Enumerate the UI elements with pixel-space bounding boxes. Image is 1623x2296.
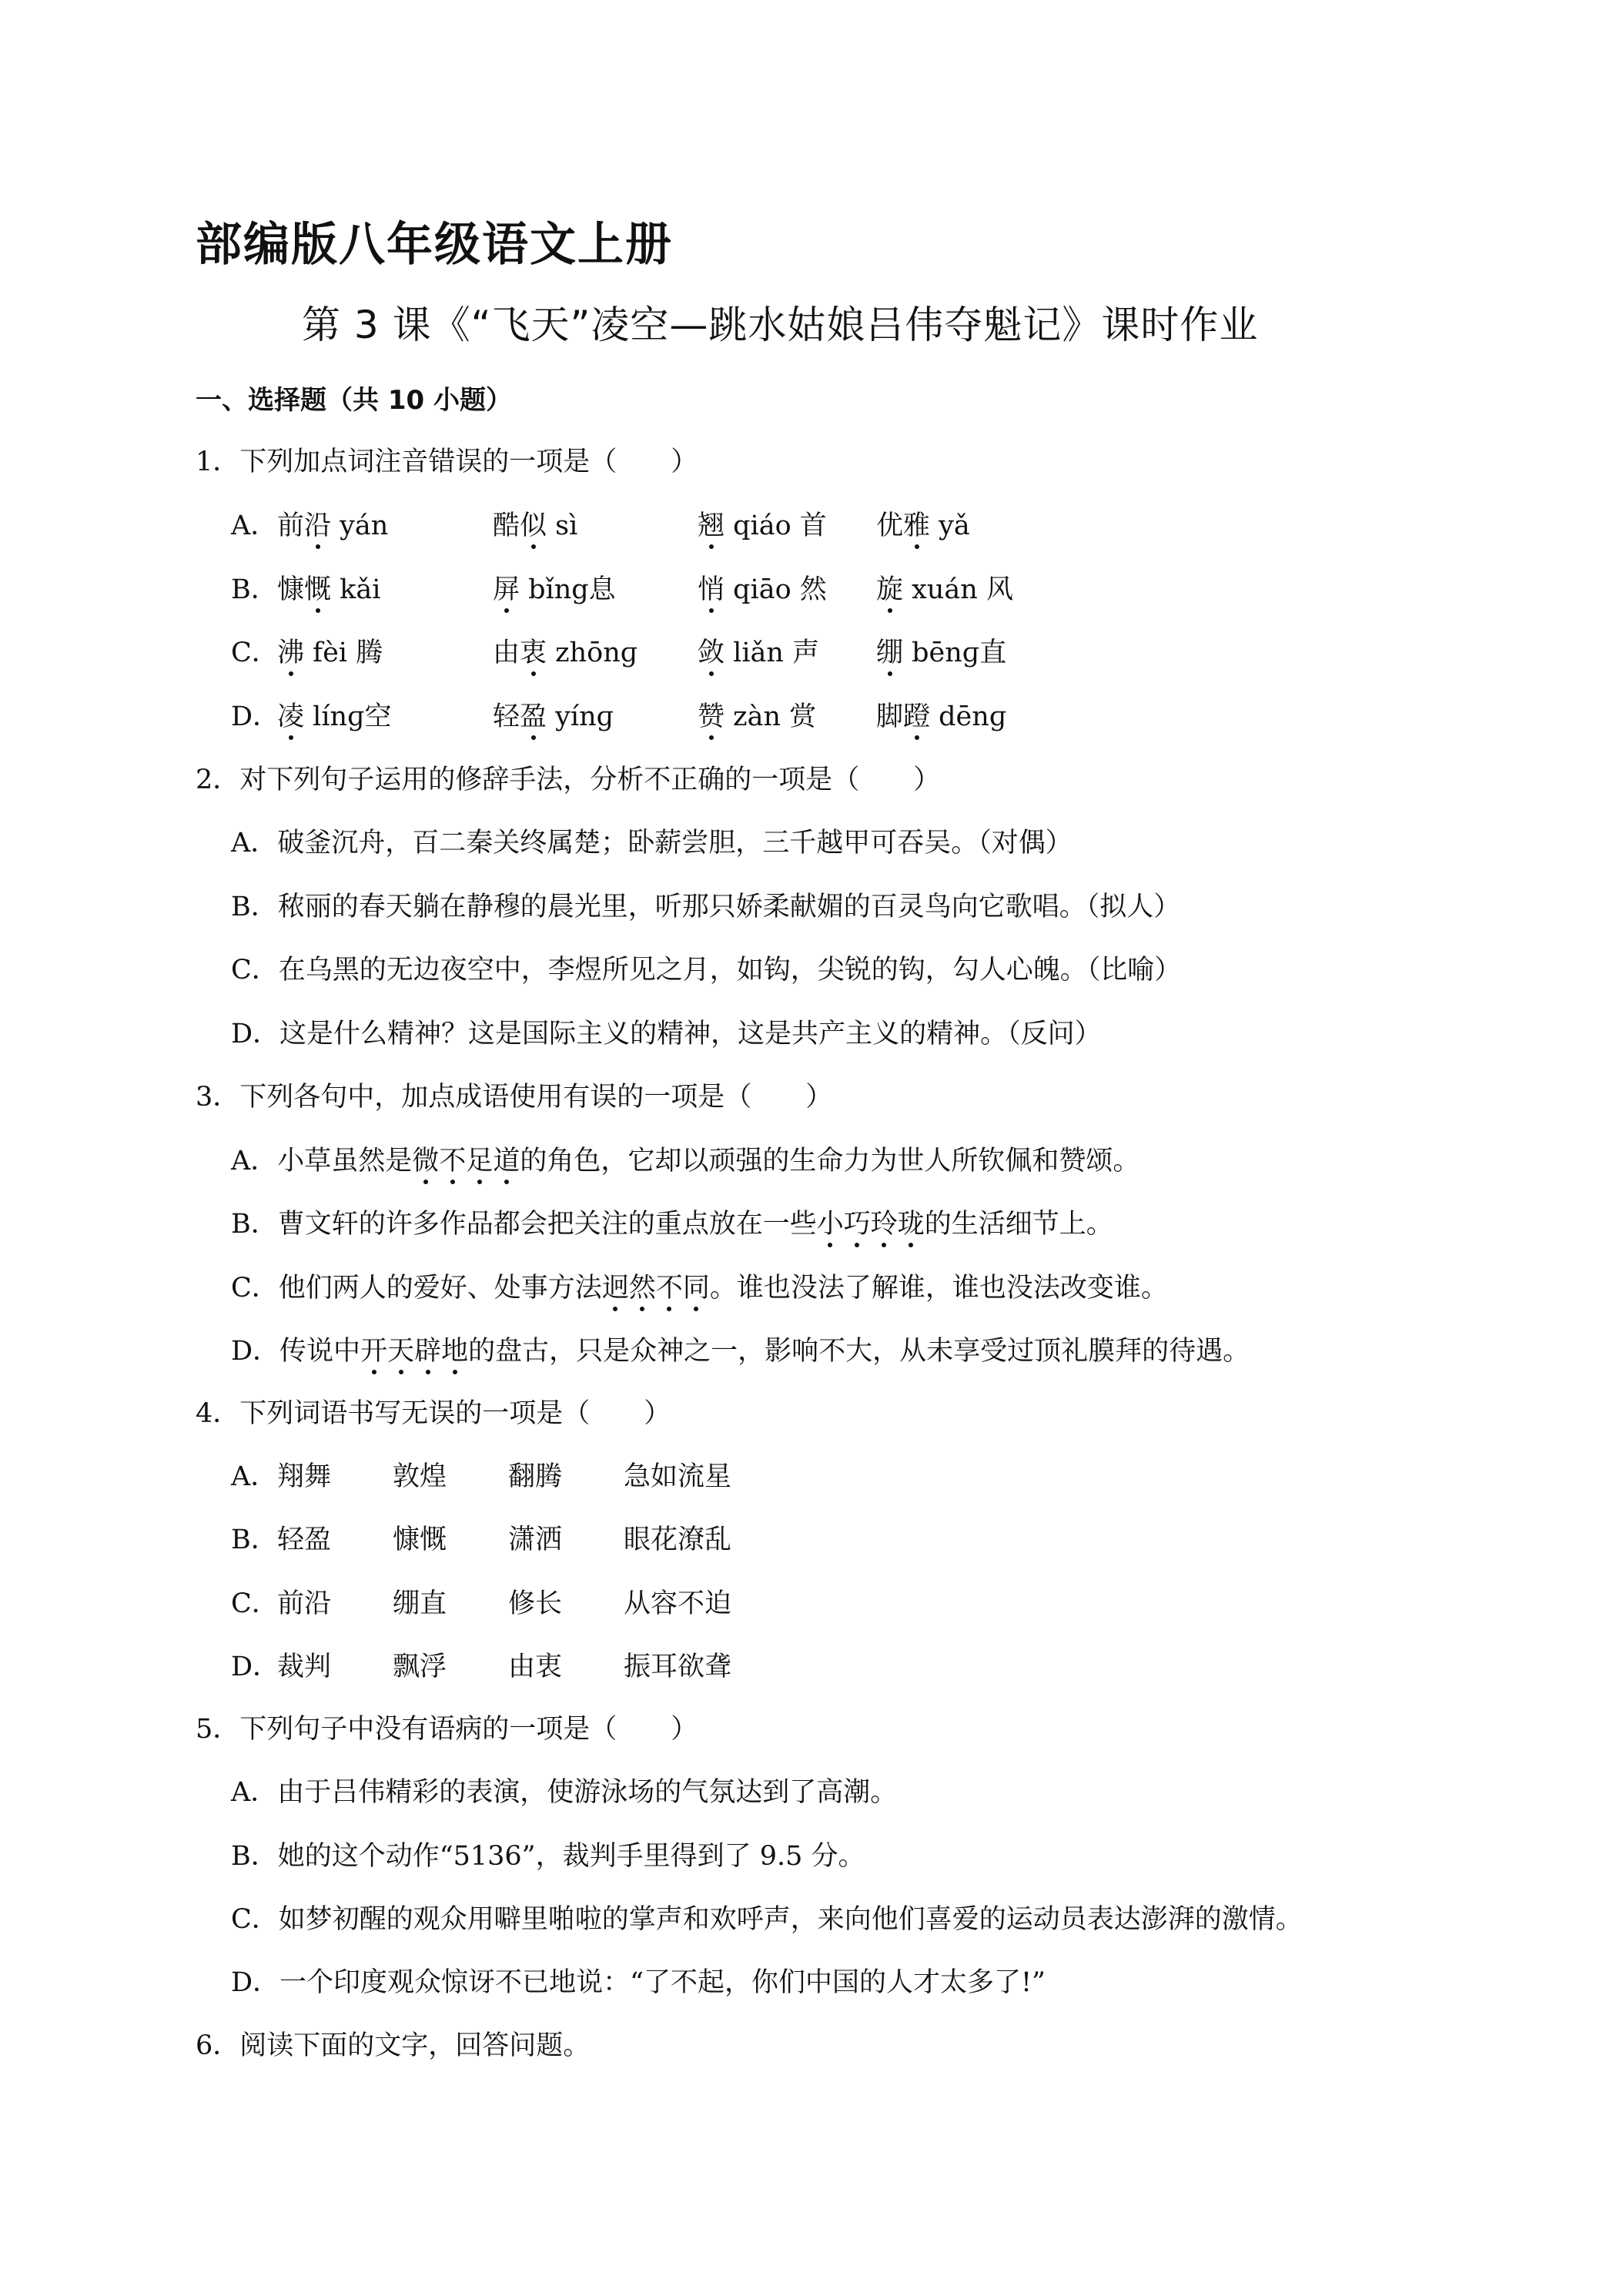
pinyin-text: bǐng息 (520, 574, 616, 605)
question-2-option-d: D．这是什么精神？这是国际主义的精神，这是共产主义的精神。（反问） (231, 1019, 1102, 1049)
dotted-character: 小 (817, 1203, 844, 1241)
question-4-stem: 4．下列词语书写无误的一项是（ ） (196, 1398, 671, 1429)
dotted-character: 屏 (493, 568, 520, 607)
dotted-character: 开 (360, 1330, 387, 1368)
pinyin-text: bēnɡ直 (903, 638, 1007, 668)
dotted-character: 雅 (903, 504, 930, 543)
option-label: A． (231, 510, 278, 541)
pinyin-item (493, 631, 637, 670)
dotted-character: 慨 (304, 568, 331, 607)
question-3-option (231, 1330, 1250, 1368)
question-1-option-row (231, 504, 1386, 543)
dotted-character: 巧 (844, 1203, 871, 1241)
pinyin-text: yínɡ (547, 701, 614, 732)
pinyin-text: línɡ空 (304, 701, 392, 732)
dotted-character: 同 (683, 1267, 710, 1305)
word-item: 前沿 (277, 1588, 332, 1619)
dotted-idiom (817, 1209, 925, 1240)
pinyin-item (876, 504, 970, 543)
pinyin-text: zàn 赏 (724, 701, 817, 732)
option-text: C．他们两人的爱好、处事方法 (231, 1273, 602, 1304)
item-text: 优 (876, 510, 904, 541)
dotted-character: 微 (412, 1140, 439, 1178)
dotted-character: 凌 (277, 695, 304, 734)
dotted-character: 绷 (876, 631, 903, 670)
item-text: 酷 (493, 510, 520, 541)
question-5-option-b: B．她的这个动作“5136”，裁判手里得到了 9.5 分。 (231, 1841, 865, 1872)
word-item: 眼花潦乱 (624, 1525, 732, 1555)
word-item: 绷直 (393, 1588, 447, 1619)
pinyin-text: zhōnɡ (547, 638, 638, 668)
pinyin-text: xuán 风 (903, 574, 1013, 605)
question-3-stem: 3．下列各句中，加点成语使用有误的一项是（ ） (196, 1082, 833, 1113)
dotted-idiom (360, 1336, 468, 1367)
word-item: 振耳欲聋 (624, 1652, 732, 1682)
option-text: D．传说中 (231, 1336, 361, 1367)
word-item: 翔舞 (277, 1461, 332, 1492)
option-text: 的角色，它却以顽强的生命力为世人所钦佩和赞颂。 (520, 1146, 1140, 1176)
dotted-character: 然 (629, 1267, 656, 1305)
question-5-stem: 5．下列句子中没有语病的一项是（ ） (196, 1714, 698, 1745)
pinyin-item (698, 504, 827, 543)
question-5-option-c: C．如梦初醒的观众用噼里啪啦的掌声和欢呼声，来向他们喜爱的运动员表达澎湃的激情。 (231, 1904, 1303, 1935)
dotted-character: 翘 (698, 504, 724, 543)
word-item: 飘浮 (393, 1652, 447, 1682)
dotted-character: 迥 (602, 1267, 629, 1305)
question-3-option (231, 1203, 1113, 1241)
question-5-option-a: A．由于吕伟精彩的表演，使游泳场的气氛达到了高潮。 (231, 1777, 898, 1808)
dotted-character: 沸 (277, 631, 304, 670)
dotted-character: 似 (520, 504, 547, 543)
item-text: 轻 (493, 701, 520, 732)
question-4-option-row (231, 1518, 1001, 1557)
question-1-stem: 1．下列加点词注音错误的一项是（ ） (196, 447, 698, 477)
option-label: D． (231, 701, 280, 732)
dotted-character: 地 (441, 1330, 468, 1368)
pinyin-item (493, 504, 577, 543)
pinyin-text: fèi 腾 (304, 638, 383, 668)
item-text: 慷 (277, 574, 305, 605)
pinyin-item (698, 631, 819, 670)
word-item: 轻盈 (277, 1525, 332, 1555)
pinyin-text: dēnɡ (930, 701, 1007, 732)
section-heading: 一、选择题（共 10 小题） (196, 385, 512, 416)
item-text: 前 (277, 510, 305, 541)
word-item: 潇洒 (508, 1525, 563, 1555)
dotted-character: 天 (387, 1330, 414, 1368)
word-item: 翻腾 (508, 1461, 563, 1492)
question-1-option-row (231, 695, 1386, 734)
pinyin-text: liǎn 声 (724, 638, 820, 668)
word-item: 从容不迫 (624, 1588, 732, 1619)
question-4-option-row (231, 1582, 1001, 1621)
pinyin-item (277, 504, 388, 543)
option-text: 的盘古，只是众神之一，影响不大，从未享受过顶礼膜拜的待遇。 (468, 1336, 1250, 1367)
option-label: D． (231, 1652, 280, 1682)
pinyin-item (277, 695, 391, 734)
question-1-option-row (231, 631, 1386, 670)
option-text: 的生活细节上。 (924, 1209, 1113, 1240)
question-4-option-row (231, 1645, 1001, 1684)
option-label: B． (231, 1525, 278, 1555)
pinyin-text: qiāo 然 (724, 574, 827, 605)
question-5-option-d: D．一个印度观众惊讶不已地说：“了不起，你们中国的人才太多了!” (231, 1967, 1046, 1998)
pinyin-item (493, 568, 616, 607)
dotted-character: 足 (466, 1140, 493, 1178)
pinyin-item (876, 695, 1006, 734)
pinyin-text: kǎi (331, 574, 381, 605)
pinyin-item (876, 568, 1013, 607)
dotted-idiom (412, 1146, 520, 1176)
pinyin-text: yán (331, 510, 389, 541)
page-title: 部编版八年级语文上册 (196, 218, 673, 272)
pinyin-item (698, 568, 827, 607)
word-item: 由衷 (508, 1652, 563, 1682)
pinyin-item (493, 695, 614, 734)
dotted-character: 辟 (414, 1330, 441, 1368)
word-item: 慷慨 (393, 1525, 447, 1555)
word-item: 急如流星 (624, 1461, 732, 1492)
question-2-stem: 2．对下列句子运用的修辞手法，分析不正确的一项是（ ） (196, 765, 941, 795)
pinyin-item (876, 631, 1006, 670)
dotted-character: 敛 (698, 631, 724, 670)
dotted-character: 珑 (898, 1203, 925, 1241)
lesson-subtitle: 第 3 课《“飞天”凌空—跳水姑娘吕伟夺魁记》课时作业 (302, 303, 1259, 347)
pinyin-item (277, 568, 380, 607)
dotted-character: 不 (656, 1267, 683, 1305)
option-label: C． (231, 1588, 279, 1619)
dotted-character: 蹬 (903, 695, 930, 734)
dotted-idiom (602, 1273, 710, 1304)
option-label: C． (231, 638, 279, 668)
dotted-character: 玲 (871, 1203, 898, 1241)
dotted-character: 道 (493, 1140, 520, 1178)
question-2-option-b: B．秾丽的春天躺在静穆的晨光里，听那只娇柔献媚的百灵鸟向它歌唱。（拟人） (231, 892, 1181, 922)
dotted-character: 衷 (520, 631, 547, 670)
question-1-option-row (231, 568, 1386, 607)
question-6-stem: 6．阅读下面的文字，回答问题。 (196, 2030, 591, 2061)
pinyin-item (277, 631, 383, 670)
dotted-character: 盈 (520, 695, 547, 734)
pinyin-text: sì (547, 510, 578, 541)
option-text: B．曹文轩的许多作品都会把关注的重点放在一些 (231, 1209, 817, 1240)
pinyin-text: qiáo 首 (724, 510, 827, 541)
item-text: 由 (493, 638, 520, 668)
question-2-option-a: A．破釜沉舟，百二秦关终属楚；卧薪尝胆，三千越甲可吞吴。（对偶） (231, 828, 1073, 858)
word-item: 裁判 (277, 1652, 332, 1682)
question-3-option (231, 1267, 1168, 1305)
option-text: A．小草虽然是 (231, 1146, 413, 1176)
dotted-character: 旋 (876, 568, 903, 607)
question-3-option (231, 1140, 1139, 1178)
dotted-character: 不 (439, 1140, 466, 1178)
pinyin-text: yǎ (930, 510, 970, 541)
dotted-character: 赞 (698, 695, 724, 734)
option-label: A． (231, 1461, 278, 1492)
item-text: 脚 (876, 701, 904, 732)
word-item: 修长 (508, 1588, 563, 1619)
word-item: 敦煌 (393, 1461, 447, 1492)
option-text: 。谁也没法了解谁，谁也没法改变谁。 (709, 1273, 1168, 1304)
option-label: B． (231, 574, 278, 605)
pinyin-item (698, 695, 816, 734)
dotted-character: 沿 (304, 504, 331, 543)
question-2-option-c: C．在乌黑的无边夜空中，李煜所见之月，如钩，尖锐的钩，勾人心魄。（比喻） (231, 955, 1182, 986)
question-4-option-row (231, 1455, 1001, 1494)
dotted-character: 悄 (698, 568, 724, 607)
